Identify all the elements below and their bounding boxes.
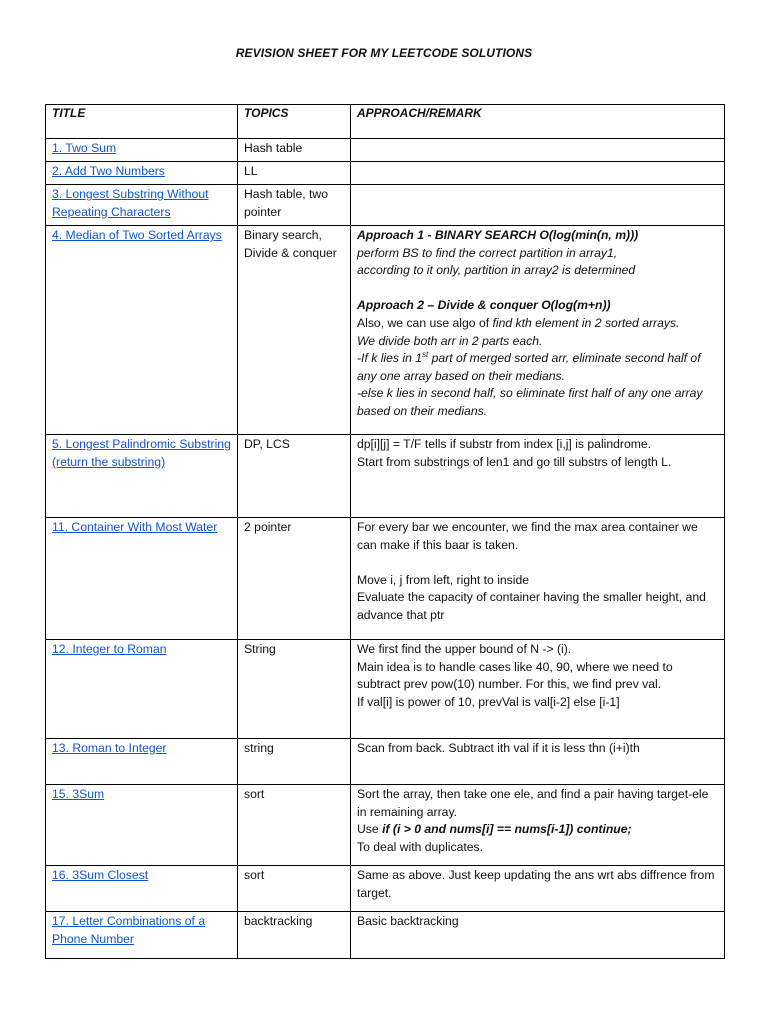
topics-cell: backtracking [238, 912, 351, 959]
problem-link[interactable]: 3. Longest Substring Without Repeating Characters [52, 187, 209, 219]
column-header-title: TITLE [46, 105, 238, 139]
title-cell [46, 518, 238, 640]
remark-cell [351, 435, 725, 518]
table-row [46, 139, 725, 162]
approach-1-heading: Approach 1 - BINARY SEARCH O(log(min(n, m))) [357, 228, 639, 242]
remark-line: according to it only, partition in array2 is determined [357, 263, 636, 278]
remark-line: perform BS to find the correct partition in array1, [357, 245, 618, 260]
remark-line: We divide both arr in 2 parts each. [357, 333, 543, 348]
topics-cell: 2 pointer [238, 518, 351, 640]
title-cell [46, 226, 238, 435]
remark-line: dp[i][j] = T/F tells if substr from index [i,j] is palindrome. [357, 437, 652, 451]
title-cell [46, 435, 238, 518]
remark-line: For every bar we encounter, we find the max area container we can make if this baar is taken. [357, 520, 698, 552]
table-row [46, 785, 725, 866]
problem-link[interactable]: 17. Letter Combinations of a Phone Number [52, 914, 206, 946]
title-cell [46, 640, 238, 739]
solutions-table [45, 104, 725, 959]
remark-line: If val[i] is power of 10, prevVal is val[i-2] else [i-1] [357, 694, 620, 709]
remark-cell [351, 912, 725, 959]
table-row [46, 226, 725, 435]
remark-cell [351, 139, 725, 162]
remark-line: Use if (i > 0 and nums[i] == nums[i-1]) continue; [357, 822, 632, 837]
problem-link[interactable]: 2. Add Two Numbers [52, 164, 165, 178]
topics-cell: LL [238, 162, 351, 185]
title-cell [46, 139, 238, 162]
remark-line: We first find the upper bound of N -> (i). [357, 642, 572, 656]
problem-link[interactable]: 13. Roman to Integer [52, 741, 167, 755]
topics-cell: Hash table, two pointer [238, 185, 351, 226]
remark-cell [351, 518, 725, 640]
title-cell [46, 162, 238, 185]
topics-cell: sort [238, 866, 351, 912]
table-header-row [46, 105, 725, 139]
remark-line: -else k lies in second half, so eliminate first half of any one array based on their medians. [357, 386, 703, 418]
remark-cell [351, 866, 725, 912]
remark-line: Evaluate the capacity of container having the smaller height, and advance that ptr [357, 590, 706, 622]
remark-line: Move i, j from left, right to inside [357, 572, 530, 587]
title-cell [46, 739, 238, 785]
title-cell [46, 912, 238, 959]
remark-cell [351, 185, 725, 226]
problem-link[interactable]: 12. Integer to Roman [52, 642, 167, 656]
title-cell [46, 866, 238, 912]
remark-line: Sort the array, then take one ele, and find a pair having target-ele in remaining array. [357, 787, 709, 819]
table-row [46, 162, 725, 185]
code-snippet: if (i > 0 and nums[i] == nums[i-1]) continue; [382, 822, 632, 837]
approach-2-heading: Approach 2 – Divide & conquer O(log(m+n)) [357, 298, 611, 313]
remark-cell [351, 785, 725, 866]
problem-link[interactable]: 16. 3Sum Closest [52, 868, 149, 882]
title-cell [46, 785, 238, 866]
table-row [46, 435, 725, 518]
page-title: REVISION SHEET FOR MY LEETCODE SOLUTIONS [235, 46, 533, 60]
remark-line: Same as above. Just keep updating the ans wrt abs diffrence from target. [357, 868, 715, 900]
problem-link[interactable]: 15. 3Sum [52, 787, 105, 801]
remark-line: Main idea is to handle cases like 40, 90, where we need to subtract prev pow(10) number. For this, we find prev val. [357, 659, 673, 692]
column-header-remark: APPROACH/REMARK [351, 105, 725, 139]
problem-link[interactable]: 5. Longest Palindromic Substring (return the substring) [52, 437, 231, 469]
topics-cell: DP, LCS [238, 435, 351, 518]
remark-cell [351, 640, 725, 739]
table-row [46, 185, 725, 226]
table-row [46, 739, 725, 785]
table-row [46, 640, 725, 739]
problem-link[interactable]: 1. Two Sum [52, 141, 117, 155]
remark-line: Scan from back. Subtract ith val if it is less thn (i+i)th [357, 741, 640, 755]
remark-line: Basic backtracking [357, 914, 459, 928]
topics-cell: String [238, 640, 351, 739]
topics-cell: sort [238, 785, 351, 866]
problem-link[interactable]: 11. Container With Most Water [52, 520, 218, 534]
topics-cell: Binary search, Divide & conquer [238, 226, 351, 435]
table-row [46, 866, 725, 912]
remark-line: Start from substrings of len1 and go till substrs of length L. [357, 454, 672, 469]
remark-cell [351, 226, 725, 435]
remark-cell [351, 739, 725, 785]
topics-cell: Hash table [238, 139, 351, 162]
remark-line: Also, we can use algo of find kth element in 2 sorted arrays. [357, 315, 680, 330]
remark-line: To deal with duplicates. [357, 839, 484, 854]
title-cell [46, 185, 238, 226]
remark-cell [351, 162, 725, 185]
topics-cell: string [238, 739, 351, 785]
problem-link[interactable]: 4. Median of Two Sorted Arrays [52, 228, 222, 242]
table-row [46, 518, 725, 640]
table-row [46, 912, 725, 959]
column-header-topics: TOPICS [238, 105, 351, 139]
remark-line: -If k lies in 1st part of merged sorted arr, eliminate second half of any one array based on their medians. [357, 350, 701, 383]
